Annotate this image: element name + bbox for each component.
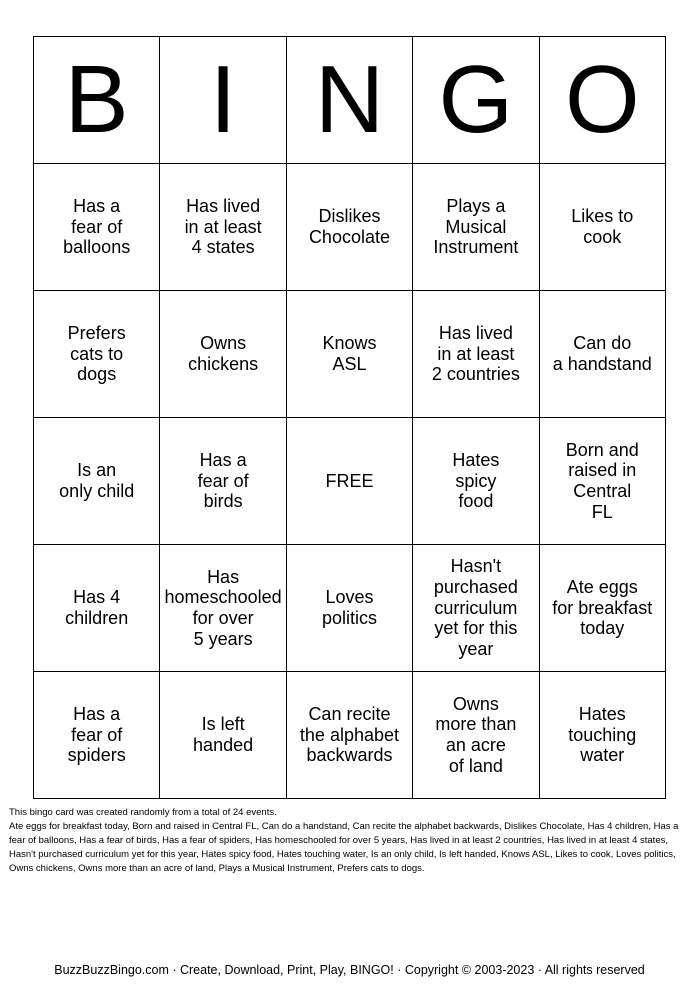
cell-text: Has lived in at least 4 states [184,195,262,258]
cell-text: Dislikes Chocolate [308,206,390,247]
header-letter-i: I [160,37,286,164]
cell-text: Has a fear of spiders [67,703,126,766]
cell-text: Is left handed [193,714,254,755]
bingo-row [34,672,666,799]
cell-text: Hates spicy food [452,449,500,512]
cell-text: Ate eggs for breakfast today [552,576,653,639]
header-letter-g: G [413,37,539,164]
bingo-cell [413,545,539,672]
bingo-cell [539,418,665,545]
bingo-cell [286,545,412,672]
bingo-cell [413,672,539,799]
bingo-cell [160,164,286,291]
cell-text: Hates touching water [568,703,637,766]
bingo-cell [413,291,539,418]
cell-text: Can recite the alphabet backwards [299,703,400,766]
description-events-list: Ate eggs for breakfast today, Born and raised in Central FL, Can do a handstand, Can recite the alphabet backwards, Dislikes Chocolate, Has 4 children, Has a fear of balloons, Has a fear of birds, Has a fear of spiders, Has homeschooled for over 5 years, Has lived in at least 2 countries, Has lived in at least 4 states, Hasn't purchased curriculum yet for this year, Hates spicy food, Hates touching water, Is an only child, Is left handed, Knows ASL, Likes to cook, Loves politics, Owns chickens, Owns more than an acre of land, Plays a Musical Instrument, Prefers cats to dogs. [9,821,679,874]
bingo-cell [413,418,539,545]
cell-text: Prefers cats to dogs [67,322,126,385]
cell-text: Has homeschooled for over 5 years [164,566,282,649]
header-letter-b: B [34,37,160,164]
bingo-cell [160,291,286,418]
bingo-cell [34,672,160,799]
cell-text: FREE [325,470,374,491]
bingo-row [34,545,666,672]
bingo-cell [539,545,665,672]
bingo-cell [286,291,412,418]
bingo-cell [34,418,160,545]
cell-text: Has a fear of birds [197,449,249,512]
cell-text: Has a fear of balloons [63,195,131,258]
bingo-cell [539,672,665,799]
bingo-header-row [34,37,666,164]
bingo-cell [539,164,665,291]
bingo-cell [34,291,160,418]
cell-text: Likes to cook [571,206,634,247]
card-description [9,806,683,876]
bingo-row [34,164,666,291]
bingo-cell [286,164,412,291]
cell-text: Born and raised in Central FL [565,439,639,522]
bingo-cell [34,164,160,291]
bingo-card [33,36,666,799]
cell-text: Has 4 children [65,587,129,628]
header-letter-n: N [286,37,412,164]
free-space-cell [286,418,412,545]
cell-text: Can do a handstand [552,333,652,374]
description-intro: This bingo card was created randomly from a total of 24 events. [9,807,277,818]
bingo-cell [160,418,286,545]
bingo-row [34,418,666,545]
cell-text: Owns chickens [188,333,259,374]
bingo-cell [160,672,286,799]
bingo-row [34,291,666,418]
bingo-cell [34,545,160,672]
cell-text: Is an only child [59,460,135,501]
header-letter-o: O [539,37,665,164]
page-footer: BuzzBuzzBingo.com · Create, Download, Print, Play, BINGO! · Copyright © 2003-2023 · All rights reserved [54,963,645,977]
cell-text: Owns more than an acre of land [435,693,517,776]
bingo-cell [539,291,665,418]
bingo-cell [413,164,539,291]
cell-text: Has lived in at least 2 countries [431,322,520,385]
cell-text: Loves politics [321,587,377,628]
cell-text: Plays a Musical Instrument [433,195,519,258]
cell-text: Hasn't purchased curriculum yet for this year [433,556,518,660]
cell-text: Knows ASL [322,333,377,374]
bingo-cell [286,672,412,799]
bingo-cell [160,545,286,672]
